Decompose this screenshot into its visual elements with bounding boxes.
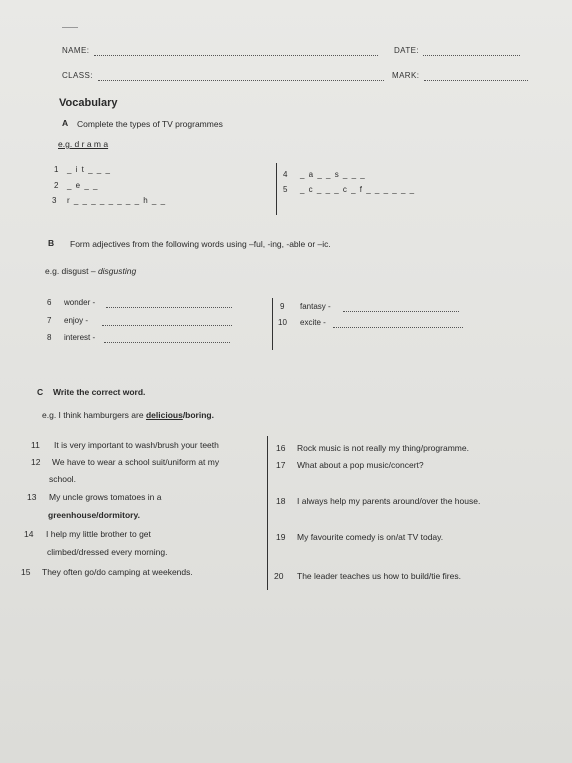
mark-label: MARK: bbox=[392, 71, 420, 80]
item-12-num: 12 bbox=[31, 457, 41, 467]
section-c-divider bbox=[267, 436, 268, 590]
section-b-example bbox=[45, 266, 136, 276]
section-c-example-answer: delicious bbox=[145, 410, 183, 420]
item-18-text[interactable]: I always help my parents around/over the house. bbox=[297, 496, 481, 506]
item-7-word: enjoy - bbox=[64, 316, 89, 325]
item-4-num: 4 bbox=[283, 170, 288, 179]
section-c-example-prefix: e.g. I think hamburgers are bbox=[42, 410, 144, 420]
item-11-text[interactable]: It is very important to wash/brush your teeth bbox=[54, 440, 219, 450]
section-b-divider bbox=[272, 298, 273, 350]
item-3-num: 3 bbox=[52, 196, 57, 205]
item-20-text[interactable]: The leader teaches us how to build/tie fires. bbox=[297, 571, 461, 581]
class-field[interactable] bbox=[98, 80, 384, 81]
section-a-instruction: Complete the types of TV programmes bbox=[77, 119, 223, 129]
item-15-num: 15 bbox=[21, 567, 31, 577]
item-20-num: 20 bbox=[274, 571, 284, 581]
section-b-example-answer: disgusting bbox=[97, 266, 137, 276]
item-17-num: 17 bbox=[276, 460, 286, 470]
item-19-text[interactable]: My favourite comedy is on/at TV today. bbox=[297, 532, 444, 542]
item-9-answer-line[interactable] bbox=[343, 311, 459, 312]
class-label: CLASS: bbox=[62, 71, 93, 80]
item-7-num: 7 bbox=[47, 316, 52, 325]
item-8-answer-line[interactable] bbox=[104, 342, 230, 343]
item-4-blank[interactable]: _ a _ _ s _ _ _ bbox=[300, 170, 366, 179]
section-a-letter: A bbox=[62, 118, 69, 128]
item-18-num: 18 bbox=[276, 496, 286, 506]
item-12-text[interactable]: We have to wear a school suit/uniform at my bbox=[52, 457, 220, 467]
item-14-num: 14 bbox=[24, 529, 34, 539]
item-14-text-line2[interactable]: climbed/dressed every morning. bbox=[47, 547, 168, 557]
mark-field[interactable] bbox=[424, 80, 528, 81]
item-7-answer-line[interactable] bbox=[102, 325, 232, 326]
item-16-num: 16 bbox=[276, 443, 286, 453]
item-2-num: 2 bbox=[54, 181, 59, 190]
section-b-letter: B bbox=[48, 238, 55, 248]
item-14-text[interactable]: I help my little brother to get bbox=[46, 529, 151, 539]
item-6-word: wonder - bbox=[64, 298, 96, 307]
section-a-example bbox=[58, 139, 108, 149]
top-mark bbox=[62, 27, 78, 28]
item-6-num: 6 bbox=[47, 298, 52, 307]
item-10-word: excite - bbox=[300, 318, 326, 327]
item-15-text[interactable]: They often go/do camping at weekends. bbox=[42, 567, 193, 577]
item-11-num: 11 bbox=[31, 440, 40, 450]
section-b-example-prefix: e.g. disgust – bbox=[45, 266, 96, 276]
item-13-text[interactable]: My uncle grows tomatoes in a bbox=[49, 492, 162, 502]
item-9-word: fantasy - bbox=[300, 302, 331, 311]
item-19-num: 19 bbox=[276, 532, 286, 542]
item-9-num: 9 bbox=[280, 302, 285, 311]
item-10-num: 10 bbox=[278, 318, 287, 327]
date-label: DATE: bbox=[394, 46, 419, 55]
item-8-num: 8 bbox=[47, 333, 52, 342]
item-10-answer-line[interactable] bbox=[333, 327, 463, 328]
item-17-text[interactable]: What about a pop music/concert? bbox=[297, 460, 424, 470]
section-c-letter: C bbox=[37, 387, 44, 397]
item-1-num: 1 bbox=[54, 165, 59, 174]
item-1-blank[interactable]: _ i t _ _ _ bbox=[67, 165, 111, 174]
section-a-example-text: e.g. d r a m a bbox=[58, 139, 109, 149]
item-13-text-line2[interactable]: greenhouse/dormitory. bbox=[48, 510, 140, 520]
item-13-num: 13 bbox=[27, 492, 37, 502]
vocabulary-title: Vocabulary bbox=[59, 97, 118, 109]
item-2-blank[interactable]: _ e _ _ bbox=[67, 181, 99, 190]
item-5-num: 5 bbox=[283, 185, 288, 194]
item-12-text-line2: school. bbox=[49, 474, 76, 484]
name-label: NAME: bbox=[62, 46, 90, 55]
item-5-blank[interactable]: _ c _ _ _ c _ f _ _ _ _ _ _ bbox=[300, 185, 416, 194]
section-c-example bbox=[42, 410, 214, 420]
section-c-example-suffix: /boring. bbox=[182, 410, 214, 420]
section-a-divider bbox=[276, 163, 277, 215]
section-b-instruction: Form adjectives from the following words using –ful, -ing, -able or –ic. bbox=[70, 239, 331, 249]
item-16-text[interactable]: Rock music is not really my thing/programme. bbox=[297, 443, 469, 453]
item-8-word: interest - bbox=[64, 333, 96, 342]
section-c-instruction: Write the correct word. bbox=[53, 387, 146, 397]
date-field[interactable] bbox=[423, 55, 520, 56]
item-3-blank[interactable]: r _ _ _ _ _ _ _ _ h _ _ bbox=[67, 196, 167, 205]
item-6-answer-line[interactable] bbox=[106, 307, 232, 308]
name-field[interactable] bbox=[94, 55, 378, 56]
